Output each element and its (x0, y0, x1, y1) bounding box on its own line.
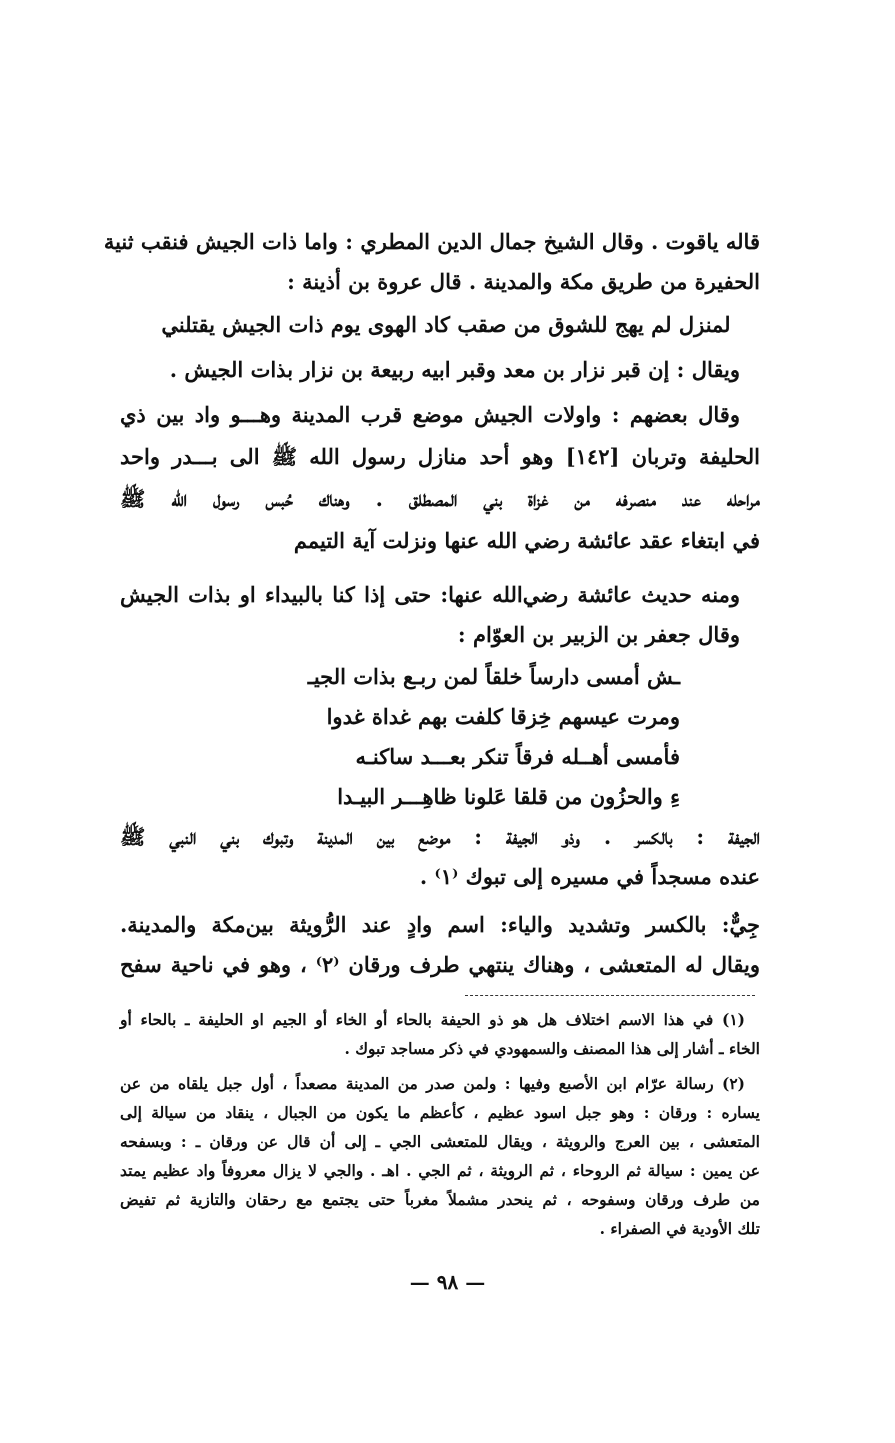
verse-line (200, 782, 680, 812)
verse-hemistich: ـش أمسى دارساً خلقاً (485, 664, 680, 689)
body-line: الحفيرة من طريق مكة والمدينة . قال عروة بن أذينة : (287, 269, 760, 294)
page-number: — ٩٨ — (409, 1270, 486, 1294)
verse-line (200, 662, 680, 692)
footnote-line: المتعشى ، بين العرج والرويثة ، ويقال للمتعشى الجي ـ إلى أن قال عن ورقان ـ : وبسفحه (120, 1132, 760, 1151)
footnote-line: عن يمين : سيالة ثم الروحاء ، ثم الرويثة ، ثم الجي . اهـ . والجي لا يزال معروفاً واد عظيم يمتد (120, 1161, 760, 1180)
body-line: جِيٌّ: بالكسر وتشديد والياء: اسم وادٍ عند الرُّويثة بين‌مكة والمدينة. (120, 912, 760, 937)
body-line: وقال جعفر بن الزبير بن العوّام : (457, 622, 740, 647)
footnote-line: الخاء ـ أشار إلى هذا المصنف والسمهودي في ذكر مساجد تبوك . (344, 1039, 760, 1058)
verse-hemistich: كلفت بهم غداة غدوا (326, 704, 504, 729)
body-line: ويقال : إن قبر نزار بن معد وقبر ابيه ربيعة بن نزار بذات الجيش . (169, 357, 740, 382)
footnote-separator (465, 995, 755, 996)
verse-hemistich: لمنزل لم يهج للشوق من صقب (457, 312, 731, 337)
verse-hemistich: لمن ربـع بذات الجيـ (307, 664, 479, 689)
body-line: وقال بعضهم : واولات الجيش موضع قرب المدينة وهـــو واد بين ذي (120, 402, 740, 427)
verse-line (200, 742, 680, 772)
body-line: عنده مسجداً في مسيره إلى تبوك ⁽١⁾ . (419, 864, 760, 889)
footnote-line: من طرف ورقان وسفوحه ، ثم ينحدر مشملاً مغرباً حتى يجتمع مع رحقان والتازية ثم تفيض (120, 1190, 760, 1209)
verse-hemistich: ءِ والحزُون من قلقا (513, 784, 680, 809)
footnote-line: (١) في هذا الاسم اختلاف هل هو ذو الحيفة بالحاء أو الخاء أو الجيم او الحليفة ـ بالحاء أو (120, 1010, 745, 1029)
body-line: ويقال له المتعشى ، وهناك ينتهي طرف ورقان ⁽٢⁾ ، وهو في ناحية سفح (120, 952, 760, 977)
body-line: قاله ياقوت . وقال الشيخ جمال الدين المطري : واما ذات الجيش فنقب ثنية (103, 229, 760, 254)
body-line: الجيفة : بالكسر . وذو الجيفة : موضع بين المدينة وتبوك بني النبي ﷺ (120, 824, 760, 849)
verse-line (200, 702, 680, 732)
body-line: في ابتغاء عقد عائشة رضي الله عنها ونزلت آية التيمم (293, 528, 760, 553)
verse-hemistich: فأمسى أهــله فرقاً (515, 744, 680, 769)
body-line: ومنه حديث عائشة رضي‌الله عنها: حتى إذا كنا بالبيداء او بذات الجيش (120, 582, 740, 607)
footnote-line: يساره : ورقان : وهو جبل اسود عظيم ، كأعظم ما يكون من الجبال ، ينقاد من سيالة إلى (120, 1103, 760, 1122)
body-line: مراحله عند منصرفه من غزاة بني المصطلق . وهناك حُبس رسول الله ﷺ (120, 486, 760, 511)
verse-hemistich: عَلونا ظاهِـــر البيـدا (337, 784, 507, 809)
footnote-line: تلك الأودية في الصفراء . (599, 1219, 760, 1238)
verse-hemistich: ومرت عيسهم خِزقا (510, 704, 680, 729)
body-line: الحليفة وتربان [١٤٢] وهو أحد منازل رسول الله ﷺ الى بـــدر واحد (120, 444, 761, 469)
footnote-line: (٢) رسالة عرّام ابن الأصبع وفيها : ولمن صدر من المدينة مصعداً ، أول جبل يلقاه من عن (120, 1074, 745, 1093)
verse-hemistich: تنكر بعـــد ساكنـه (355, 744, 509, 769)
verse-hemistich: كاد الهوى يوم ذات الجيش يقتلني (161, 312, 450, 337)
verse-line (161, 310, 731, 340)
